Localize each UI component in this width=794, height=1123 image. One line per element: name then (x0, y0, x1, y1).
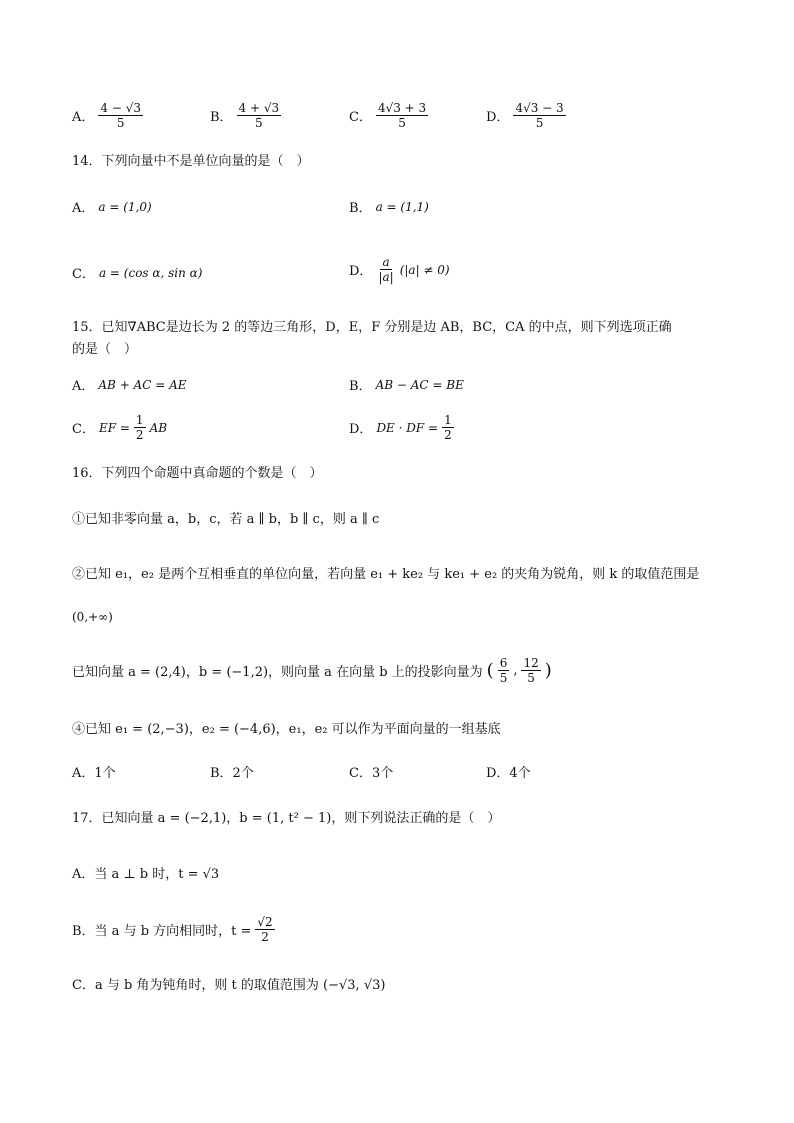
q13-option-a-num: 4 − √3 (100, 101, 141, 115)
q17-stem: 17．已知向量 a = (−2,1)，b = (1, t² − 1)，则下列说法正确的是（ ） (72, 811, 501, 826)
q16-p3-d1: 5 (499, 671, 508, 685)
q14-option-c (72, 263, 202, 282)
q16-stem: 16．下列四个命题中真命题的个数是（ ） (72, 466, 323, 481)
q14-option-c-math: a = (cos α, sin α) (98, 265, 203, 280)
q15-option-a (72, 375, 187, 394)
q13-option-c-label: C． (349, 110, 372, 125)
q16-proposition-3-frac2 (521, 656, 540, 685)
q14-option-d-label: D． (349, 264, 373, 279)
q14-option-d-den: |a| (378, 270, 394, 284)
q16-proposition-1: ①已知非零向量 a，b，c，若 a ∥ b，b ∥ c，则 a ∥ c (72, 512, 380, 527)
q15-option-c-num: 1 (135, 413, 144, 427)
q14-option-b-math: a = (1,1) (375, 199, 429, 214)
q16-option-b: B．2个 (210, 766, 254, 781)
q13-option-d-label: D． (486, 110, 510, 125)
q13-option-d-den: 5 (535, 116, 544, 130)
q16-proposition-4: ④已知 e₁ = (2,−3)，e₂ = (−4,6)，e₁，e₂ 可以作为平面向量的一组基底 (72, 722, 501, 737)
q16-p3-d2: 5 (527, 671, 535, 685)
q15-option-c (72, 413, 167, 442)
q15-option-c-den: 2 (135, 428, 144, 442)
q15-option-d-den: 2 (444, 428, 452, 442)
q13-option-a-den: 5 (116, 116, 125, 130)
q15-stem-line1: 15．已知∇ABC是边长为 2 的等边三角形，D，E，F 分别是边 AB，BC，CA 的中点，则下列选项正确 (72, 320, 672, 335)
q16-p3-n1: 6 (499, 656, 508, 670)
q15-option-a-label: A． (72, 379, 95, 394)
q15-option-b-label: B． (349, 379, 372, 394)
q13-option-b (210, 101, 281, 130)
q15-option-a-math: AB + AC = AE (98, 377, 187, 392)
q14-option-c-label: C． (72, 267, 95, 282)
q17-option-c: C．a 与 b 角为钝角时，则 t 的取值范围为 (−√3, √3) (72, 978, 386, 993)
q14-stem: 14．下列向量中不是单位向量的是（ ） (72, 154, 310, 169)
q13-option-a-fraction (98, 101, 143, 130)
q13-option-d-fraction (513, 101, 565, 130)
q16-proposition-3-text: 已知向量 a = (2,4)，b = (−1,2)，则向量 a 在向量 b 上的投影向量为 (72, 665, 483, 680)
q13-option-a (72, 101, 143, 130)
q16-option-a: A．1个 (72, 766, 116, 781)
q17-option-b-num: √2 (257, 915, 273, 929)
q17-option-b (72, 915, 275, 944)
q13-option-c-den: 5 (398, 116, 406, 130)
q16-proposition-3: 已知向量 a = (2,4)，b = (−1,2)，则向量 a 在向量 b 上的投影向量为 ( $\frac{6}{5}$ , $\frac{12}{5}$ ) (72, 656, 552, 685)
q16-proposition-3-frac1 (498, 656, 510, 685)
q14-option-d (349, 255, 450, 284)
q13-option-d-num: 4√3 − 3 (515, 101, 564, 115)
q13-option-a-label: A． (72, 110, 95, 125)
q14-option-a-label: A． (72, 201, 95, 216)
q13-option-b-den: 5 (255, 116, 263, 130)
q14-option-a-math: a = (1,0) (98, 199, 152, 214)
q15-option-c-left: EF = (98, 420, 130, 435)
q13-option-c (349, 101, 428, 130)
q15-option-d-left: DE · DF = (376, 420, 439, 435)
q14-option-a (72, 197, 152, 216)
q16-proposition-2-line2: (0,+∞) (72, 610, 113, 624)
q17-option-b-fraction (255, 915, 274, 944)
q15-option-b-math: AB − AC = BE (375, 377, 464, 392)
q15-option-c-right: AB (149, 420, 168, 435)
q15-option-b (349, 375, 464, 394)
q16-option-d: D．4个 (486, 766, 531, 781)
q13-option-b-fraction (237, 101, 282, 130)
q14-option-d-num: a (382, 255, 390, 269)
q15-option-c-label: C． (72, 422, 95, 437)
q17-option-a: A．当 a ⊥ b 时，t = √3 (72, 867, 220, 882)
q15-option-c-fraction (134, 413, 146, 442)
q13-option-b-label: B． (210, 110, 233, 125)
q14-option-d-fraction (376, 255, 395, 284)
q15-option-d-label: D． (349, 422, 373, 437)
q15-option-d-fraction (442, 413, 454, 442)
q15-option-d (349, 413, 454, 442)
q16-proposition-2-line1: ②已知 e₁，e₂ 是两个互相垂直的单位向量，若向量 e₁ + ke₂ 与 ke₁ + e₂ 的夹角为锐角，则 k 的取值范围是 (72, 567, 700, 582)
q13-option-d (486, 101, 566, 130)
q17-option-b-text: B．当 a 与 b 方向相同时，t = (72, 924, 252, 939)
q13-option-c-fraction (376, 101, 428, 130)
q13-option-b-num: 4 + √3 (238, 101, 280, 115)
q14-option-b (349, 197, 429, 216)
q15-stem-line2: 的是（ ） (72, 342, 138, 357)
q15-option-d-num: 1 (444, 413, 452, 427)
q13-option-c-num: 4√3 + 3 (377, 101, 427, 115)
q17-option-b-den: 2 (261, 930, 269, 944)
q14-option-d-cond: (|a| ≠ 0) (399, 262, 450, 277)
q16-option-c: C．3个 (349, 766, 394, 781)
q16-p3-n2: 12 (523, 656, 539, 670)
q14-option-b-label: B． (349, 201, 372, 216)
